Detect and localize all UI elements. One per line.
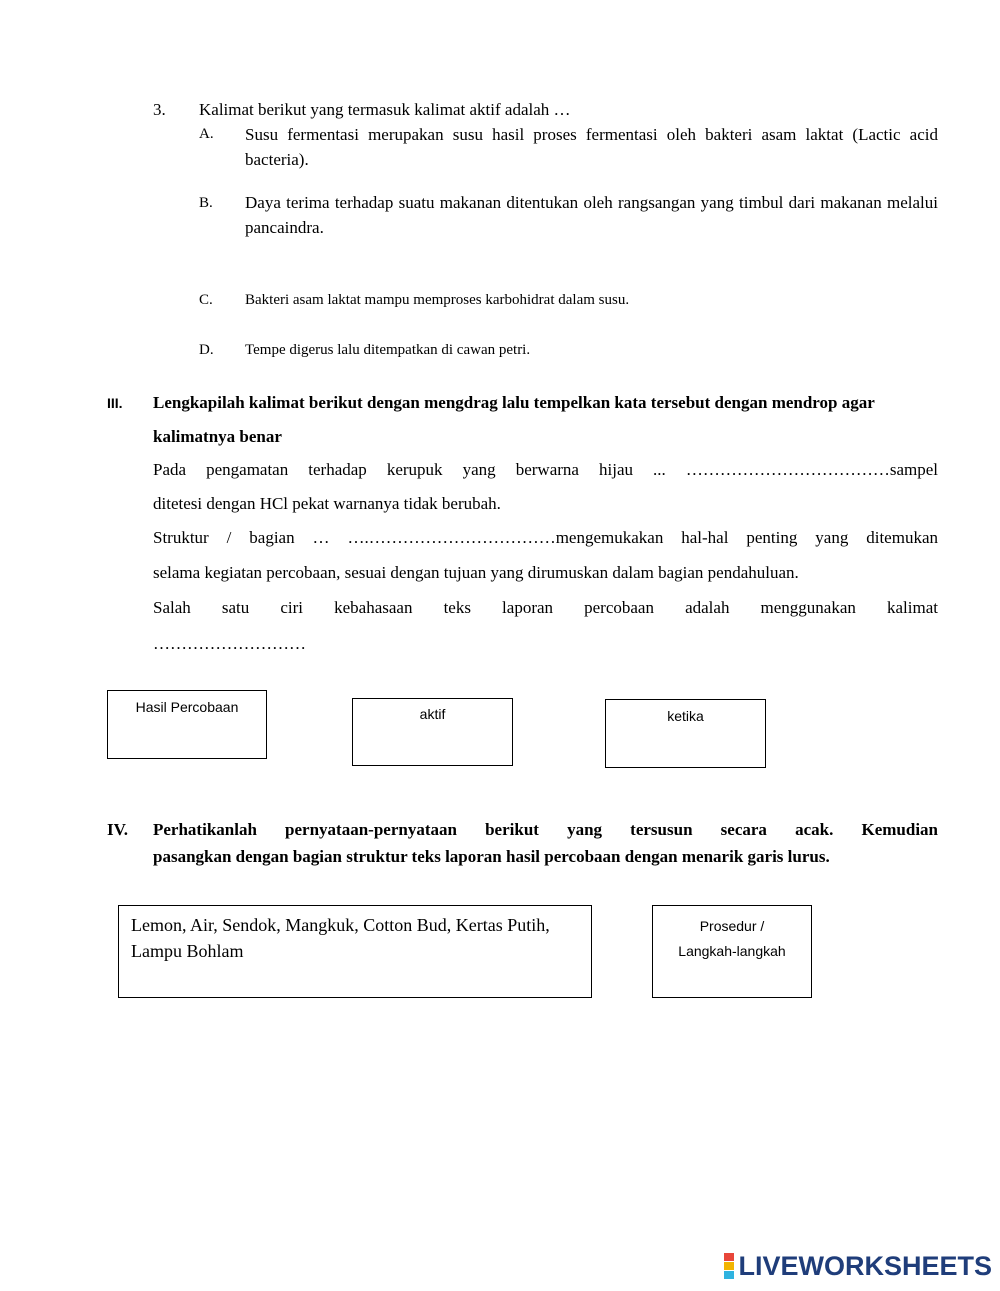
question-3-prompt: Kalimat berikut yang termasuk kalimat aktif adalah …: [199, 100, 571, 119]
section-3-instruction-line2: kalimatnya benar: [153, 427, 282, 446]
structure-label-line1: Prosedur /: [699, 918, 765, 934]
statement-box[interactable]: [118, 905, 592, 998]
option-a-text: Susu fermentasi merupakan susu hasil proses fermentasi oleh bakteri asam laktat (Lactic acid bacteria).: [245, 125, 938, 169]
drag-word-hasil-percobaan[interactable]: [107, 690, 267, 759]
logo-text: LIVEWORKSHEETS: [738, 1250, 992, 1281]
sentence-2-line2: selama kegiatan percobaan, sesuai dengan tujuan yang dirumuskan dalam bagian pendahuluan.: [153, 563, 799, 582]
drag-word-label: ketika: [667, 708, 704, 724]
section-4-numeral: IV.: [107, 820, 128, 839]
sentence-3-blank[interactable]: ………………………: [153, 634, 306, 653]
option-d-text: Tempe digerus lalu ditempatkan di cawan petri.: [245, 342, 531, 358]
section-3-instruction-line1: Lengkapilah kalimat berikut dengan mengdrag lalu tempelkan kata tersebut dengan mendrop agar: [153, 393, 875, 412]
option-c-text: Bakteri asam laktat mampu memproses karbohidrat dalam susu.: [245, 292, 630, 308]
statement-text: Lemon, Air, Sendok, Mangkuk, Cotton Bud, Kertas Putih, Lampu Bohlam: [131, 915, 550, 961]
drag-word-label: Hasil Percobaan: [135, 699, 239, 715]
sentence-3-line1: Salah satu ciri kebahasaan teks laporan percobaan adalah menggunakan kalimat: [153, 598, 938, 617]
option-c-letter: C.: [199, 292, 213, 308]
drag-word-ketika[interactable]: [605, 699, 766, 768]
sentence-1-line2: ditetesi dengan HCl pekat warnanya tidak berubah.: [153, 494, 501, 513]
section-4-instruction-line2: pasangkan dengan bagian struktur teks laporan hasil percobaan dengan menarik garis lurus.: [153, 847, 830, 866]
option-b-letter: B.: [199, 195, 213, 211]
structure-box-prosedur[interactable]: [652, 905, 812, 998]
logo-blocks-icon: [724, 1253, 734, 1279]
sentence-2-line1: Struktur / bagian … ….……………………………mengemukakan hal-hal penting yang ditemukan: [153, 528, 938, 547]
question-3-number: 3.: [153, 100, 166, 119]
sentence-1-line1: Pada pengamatan terhadap kerupuk yang berwarna hijau ... ………………………………sampel: [153, 460, 938, 479]
structure-label-line2: Langkah-langkah: [678, 943, 786, 959]
option-b-text: Daya terima terhadap suatu makanan ditentukan oleh rangsangan yang timbul dari makanan melalui pancaindra.: [245, 193, 938, 237]
option-d-letter: D.: [199, 342, 214, 358]
drag-word-aktif[interactable]: [352, 698, 513, 766]
liveworksheets-logo: [724, 1251, 992, 1281]
section-3-numeral: III.: [107, 395, 123, 411]
drag-word-label: aktif: [419, 706, 446, 722]
option-a-letter: A.: [199, 126, 214, 142]
section-4-instruction-line1: Perhatikanlah pernyataan-pernyataan berikut yang tersusun secara acak. Kemudian: [153, 820, 938, 839]
